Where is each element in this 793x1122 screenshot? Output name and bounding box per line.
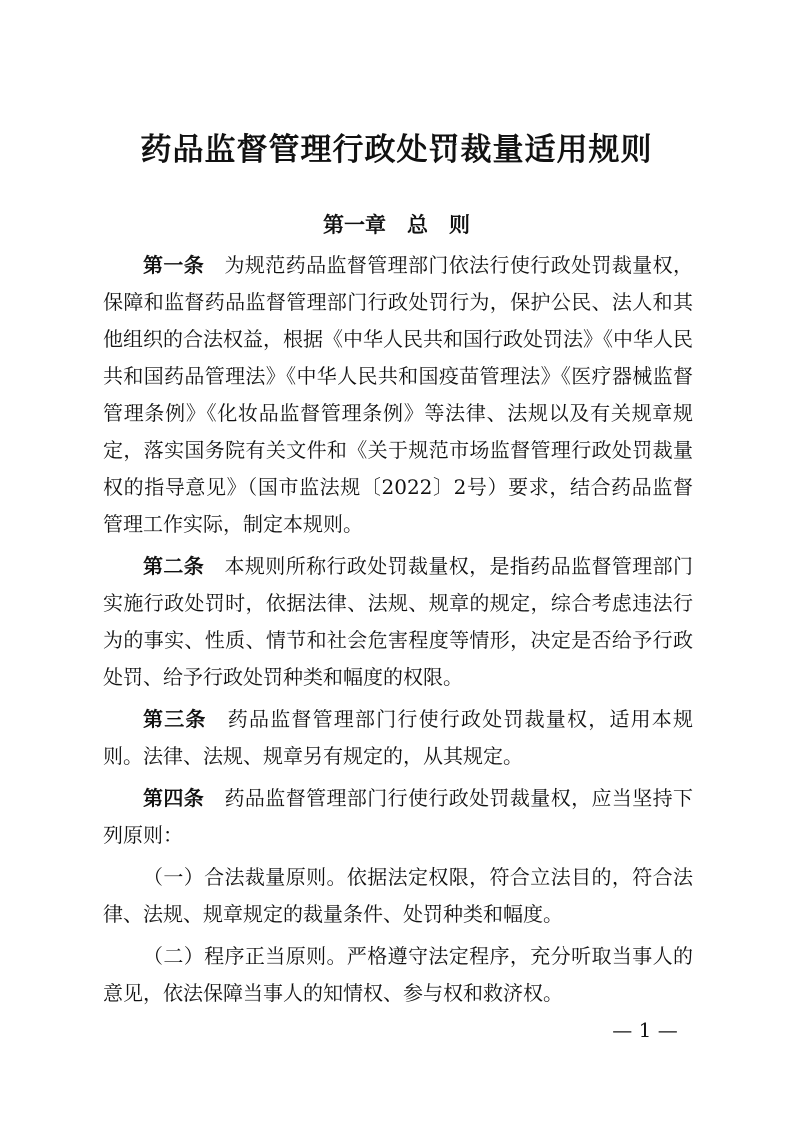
article-text: 药品监督管理部门行使行政处罚裁量权，适用本规则。法律、法规、规章另有规定的，从其规定。 xyxy=(103,707,694,768)
article-2 xyxy=(103,548,693,696)
document-body xyxy=(103,247,693,1017)
article-3 xyxy=(103,701,693,775)
article-1 xyxy=(103,247,693,543)
page-number: — 1 — xyxy=(612,1018,678,1042)
article-label: 第四条 xyxy=(143,786,205,810)
document-title: 药品监督管理行政处罚裁量适用规则 xyxy=(140,132,653,168)
principle-text: （一）合法裁量原则。依据法定权限，符合立法目的，符合法律、法规、规章规定的裁量条件、处罚种类和幅度。 xyxy=(103,865,693,926)
article-label: 第三条 xyxy=(143,707,207,731)
principle-item-2 xyxy=(103,938,693,1012)
article-text: 药品监督管理部门行使行政处罚裁量权，应当坚持下列原则： xyxy=(103,786,694,847)
article-label: 第一条 xyxy=(143,253,205,277)
principle-text: （二）程序正当原则。严格遵守法定程序，充分听取当事人的意见，依法保障当事人的知情权、参与权和救济权。 xyxy=(103,944,693,1005)
article-label: 第二条 xyxy=(143,554,205,578)
article-4 xyxy=(103,780,693,854)
article-text: 为规范药品监督管理部门依法行使行政处罚裁量权，保障和监督药品监督管理部门行政处罚行为，保护公民、法人和其他组织的合法权益，根据《中华人民共和国行政处罚法》《中华人民共和国药品管理法》《中华人民共和国疫苗管理法》《医疗器械监督管理条例》《化妆品监督管理条例》等法律、法规以及有关规章规定，落实国务院有关文件和《关于规范市场监督管理行政处罚裁量权的指导意见》（国市监法规〔2022〕2号）要求，结合药品监督管理工作实际，制定本规则。 xyxy=(103,253,694,536)
chapter-heading: 第一章 总 则 xyxy=(323,212,470,237)
principle-item-1 xyxy=(103,859,693,933)
article-text: 本规则所称行政处罚裁量权，是指药品监督管理部门实施行政处罚时，依据法律、法规、规章的规定，综合考虑违法行为的事实、性质、情节和社会危害程度等情形，决定是否给予行政处罚、给予行政处罚种类和幅度的权限。 xyxy=(103,554,694,689)
